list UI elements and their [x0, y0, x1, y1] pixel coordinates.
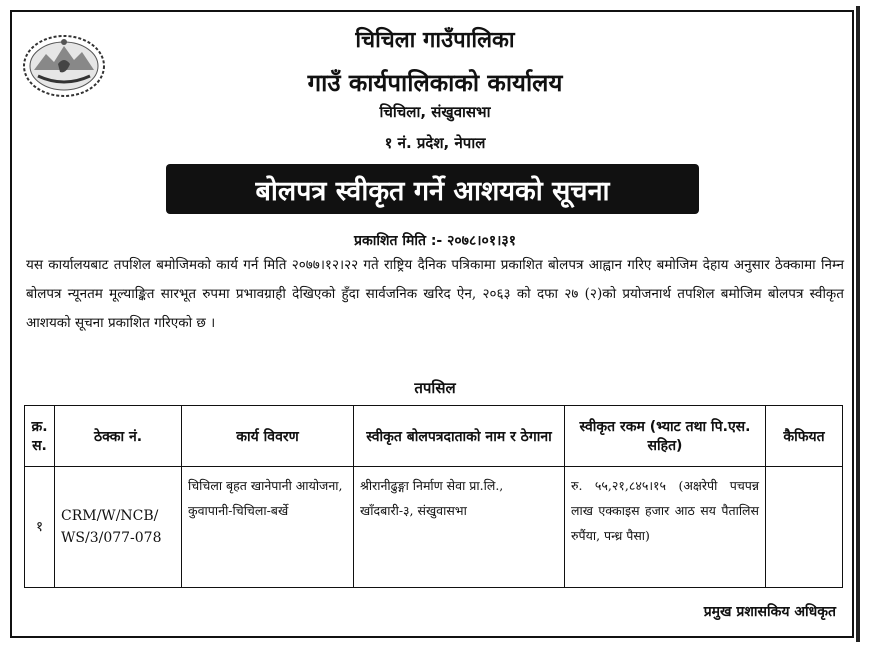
office-location: चिचिला, संखुवासभा [379, 103, 491, 121]
notice-title-banner: बोलपत्र स्वीकृत गर्ने आशयको सूचना [166, 164, 699, 214]
cell-work: चिचिला बृहत खानेपानी आयोजना, कुवापानी-चिचिला-बर्खे [182, 467, 354, 588]
published-date: प्रकाशित मिति :- २०७८।०१।३१ [354, 233, 516, 249]
notice-body: यस कार्यालयबाट तपशिल बमोजिमको कार्य गर्न मिति २०७७।१२।२२ गते राष्ट्रिय दैनिक पत्रिकामा प्रकाशित बोलपत्र आह्वान गरिए बमोजिम देहाय अनुसार ठेक्कामा निम्न बोलपत्र न्यूनतम मूल्याङ्कित सारभूत रुपमा प्रभावग्राही देखिएको हुँदा सार्वजनिक खरिद ऐन, २०६३ को दफा २७ (२)को प्रयोजनार्थ तपशिल बमोजिम बोलपत्र स्वीकृत आशयको सूचना प्रकाशित गरिएको छ । [26, 257, 844, 331]
col-header-bidder: स्वीकृत बोलपत्रदाताको नाम र ठेगाना [354, 406, 565, 467]
col-header-contract-no: ठेक्का नं. [55, 406, 182, 467]
table-row [25, 467, 843, 588]
award-table [24, 405, 843, 588]
cell-remarks [766, 467, 843, 588]
cell-bidder: श्रीरानीढुङ्गा निर्माण सेवा प्रा.लि., खाँदबारी-३, संखुवासभा [354, 467, 565, 588]
cell-amount: रु. ५५,२१,८४५।१५ (अक्षरेपी पचपन्न लाख एक्काइस हजार आठ सय पैतालिस रुपैंया, पन्ध्र पैसा) [565, 467, 766, 588]
province-line: १ नं. प्रदेश, नेपाल [384, 134, 486, 152]
cell-sn: १ [25, 467, 55, 588]
col-header-amount: स्वीकृत रकम (भ्याट तथा पि.एस. सहित) [565, 406, 766, 467]
col-header-sn: क्र. स. [25, 406, 55, 467]
col-header-work: कार्य विवरण [182, 406, 354, 467]
schedule-title: तपसिल [414, 379, 456, 397]
table-header-row [25, 406, 843, 467]
cell-contract-no: CRM/W/NCB/ WS/3/077-078 [55, 467, 182, 588]
municipality-name: चिचिला गाउँपालिका [355, 28, 515, 53]
signatory-title: प्रमुख प्रशासकिय अधिकृत [703, 604, 836, 620]
col-header-remarks: कैफियत [766, 406, 843, 467]
office-name: गाउँ कार्यपालिकाको कार्यालय [307, 69, 563, 97]
